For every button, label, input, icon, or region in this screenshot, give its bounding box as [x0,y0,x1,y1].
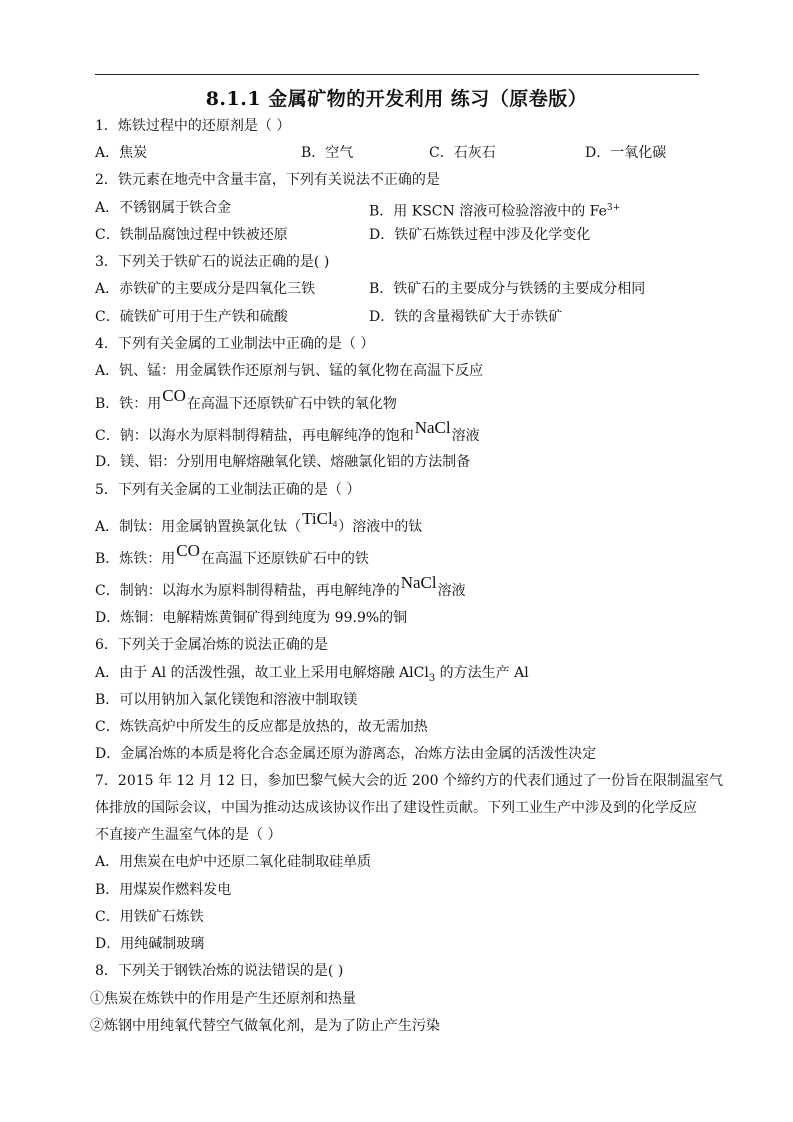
q5-option-c [95,573,466,600]
q5-option-a-post: ）溶液中的钛 [338,519,423,535]
q5-option-a-pre: A．制钛：用金属钠置换氯化钛（ [95,519,302,535]
q7-option-d: D．用纯碱制玻璃 [95,936,205,952]
q7-stem-line2: 体排放的国际会议，中国为推动达成该协议作出了建设性贡献。下列工业生产中涉及到的化学反应 [95,800,697,816]
header-rule [95,74,699,75]
q1-stem: 1．炼铁过程中的还原剂是（ ） [95,118,291,134]
q2-option-a: A．不锈钢属于铁合金 [95,200,232,216]
q4-option-b [95,386,397,413]
q8-stem: 8．下列关于钢铁冶炼的说法错误的是( ) [95,963,344,979]
q3-options-row2 [95,308,563,326]
q6-option-a [95,664,529,684]
q4-option-a: A．钒、锰：用金属铁作还原剂与钒、锰的氧化物在高温下反应 [95,363,484,379]
q5-option-a [95,509,423,537]
q6-option-b: B．可以用钠加入氯化镁饱和溶液中制取镁 [95,692,358,708]
q7-option-c: C．用铁矿石炼铁 [95,909,204,925]
q4-option-c-post: 溶液 [451,428,480,444]
q7-stem-line1: 7．2015 年 12 月 12 日，参加巴黎气候大会的近 200 个缔约方的代表们通过了一份旨在限制温室气 [95,773,724,789]
q5-option-d: D．炼铜：电解精炼黄铜矿得到纯度为 99.9%的铜 [95,610,408,626]
q1-options [95,144,667,162]
q5-option-a-formula-text: TiCl [302,509,333,528]
q2-option-b-text: B．用 KSCN 溶液可检验溶液中的 Fe [369,203,607,220]
q7-option-b: B．用煤炭作燃料发电 [95,882,232,898]
q4-option-c [95,418,480,445]
q5-option-b-pre: B．炼铁：用 [95,551,176,567]
q4-option-b-pre: B．铁：用 [95,396,162,412]
q6-stem: 6．下列关于金属冶炼的说法正确的是 [95,637,328,653]
q5-option-c-formula: NaCl [400,573,437,592]
q7-option-a: A．用焦炭在电炉中还原二氧化硅制取硅单质 [95,854,372,870]
q1-option-b: B．空气 [301,145,354,161]
q6-option-a-post: 的方法生产 Al [435,665,529,681]
q6-option-a-pre: A．由于 Al 的活泼性强，故工业上采用电解熔融 AlCl [95,665,429,681]
q6-option-a-sub: 3 [428,673,436,684]
q8-statement-2: ②炼钢中用纯氧代替空气做氧化剂，是为了防止产生污染 [90,1018,440,1034]
q2-option-b [369,199,620,221]
q5-option-c-post: 溶液 [437,583,466,599]
q2-options-row2 [95,226,591,244]
q8-statement-1: ①焦炭在炼铁中的作用是产生还原剂和热量 [90,991,356,1007]
q4-option-d: D．镁、铝：分别用电解熔融氧化镁、熔融氯化铝的方法制备 [95,454,471,470]
q5-stem: 5．下列有关金属的工业制法正确的是（ ） [95,482,361,498]
q6-option-d: D．金属冶炼的本质是将化合态金属还原为游离态，冶炼方法由金属的活泼性决定 [95,746,597,762]
q5-option-a-formula-sub: 4 [332,519,338,529]
q3-option-b: B．铁矿石的主要成分与铁锈的主要成分相同 [369,281,646,297]
q3-option-a: A．赤铁矿的主要成分是四氧化三铁 [95,281,316,297]
q3-options-row1 [95,280,646,298]
q5-option-b-post: 在高温下还原铁矿石中的铁 [200,551,369,567]
q4-option-b-post: 在高温下还原铁矿石中铁的氧化物 [186,396,397,412]
q4-stem: 4．下列有关金属的工业制法中正确的是（ ） [95,336,375,352]
q1-option-a: A．焦炭 [95,145,148,161]
q2-options-row1 [95,199,621,220]
q5-option-a-formula [302,509,337,528]
q2-option-c: C．铁制品腐蚀过程中铁被还原 [95,227,288,243]
q3-option-d: D．铁的含量褐铁矿大于赤铁矿 [369,309,563,325]
q2-stem: 2．铁元素在地壳中含量丰富，下列有关说法不正确的是 [95,172,440,188]
q1-option-c: C．石灰石 [429,145,496,161]
page-title: 8.1.1 金属矿物的开发利用 练习（原卷版） [205,88,588,110]
q3-stem: 3．下列关于铁矿石的说法正确的是( ) [95,254,330,270]
q1-option-d: D．一氧化碳 [585,145,667,161]
q3-option-c: C．硫铁矿可用于生产铁和硫酸 [95,309,288,325]
q4-option-b-formula: CO [162,386,186,405]
q6-option-c: C．炼铁高炉中所发生的反应都是放热的，故无需加热 [95,719,428,735]
q7-stem-line3: 不直接产生温室气体的是（ ） [95,827,282,843]
q2-option-d: D．铁矿石炼铁过程中涉及化学变化 [369,227,591,243]
q5-option-b [95,541,369,568]
q2-option-b-charge: 3+ [606,203,621,213]
q4-option-c-pre: C．钠：以海水为原料制得精盐，再电解纯净的饱和 [95,428,414,444]
q4-option-c-formula: NaCl [414,418,451,437]
q5-option-c-pre: C．制钠：以海水为原料制得精盐，再电解纯净的 [95,583,400,599]
q5-option-b-formula: CO [176,541,200,560]
